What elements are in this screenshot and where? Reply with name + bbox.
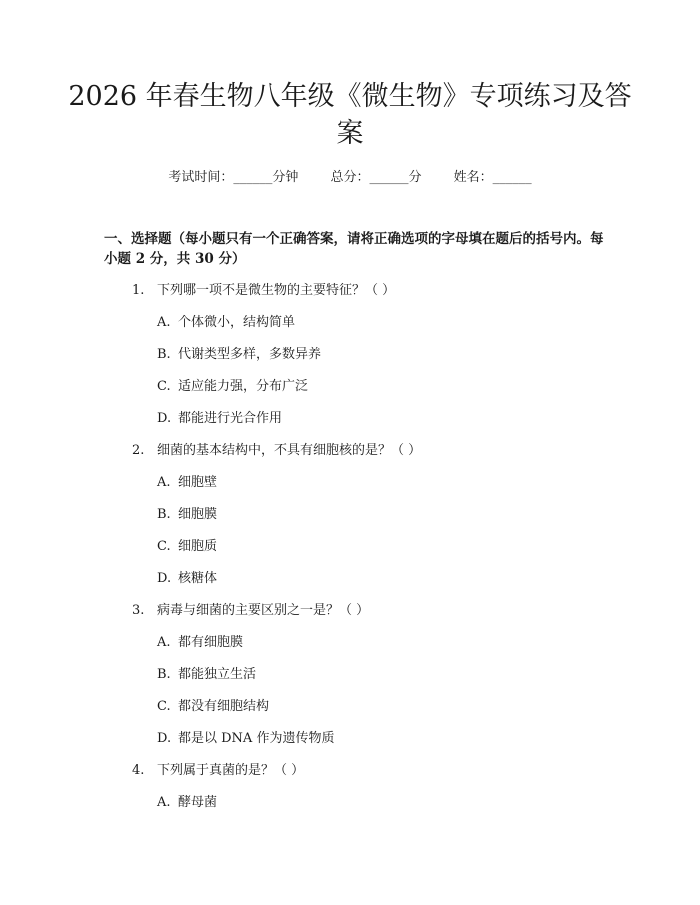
option-text: 酵母菌	[178, 795, 218, 810]
option-letter: C.	[157, 539, 171, 554]
option-text: 都能独立生活	[178, 667, 257, 682]
option-letter: D.	[157, 411, 172, 426]
question-text: 下列哪一项不是微生物的主要特征？（ ）	[157, 283, 396, 298]
option-text: 都有细胞膜	[178, 635, 244, 650]
question-text: 细菌的基本结构中，不具有细胞核的是？（ ）	[157, 443, 422, 458]
option-text: 细胞膜	[178, 507, 218, 522]
option-letter: B.	[157, 507, 171, 522]
question-number: 1.	[132, 283, 145, 298]
option-letter: A.	[157, 795, 171, 810]
question-text: 病毒与细菌的主要区别之一是？（ ）	[157, 603, 370, 618]
option-letter: A.	[157, 635, 171, 650]
question-number: 4.	[132, 763, 145, 778]
option-letter: D.	[157, 571, 172, 586]
student-name-field: 姓名：______	[453, 170, 532, 185]
option-text: 都没有细胞结构	[178, 699, 270, 714]
section-heading-multiple-choice: 一、选择题（每小题只有一个正确答案，请将正确选项的字母填在题后的括号内。每小题 2 分，共 30 分）	[104, 231, 604, 267]
page-title: 2026 年春生物八年级《微生物》专项练习及答案	[68, 81, 632, 149]
question-text: 下列属于真菌的是？（ ）	[157, 763, 305, 778]
total-score-field: 总分：______分	[330, 170, 422, 185]
option-letter: A.	[157, 315, 171, 330]
question-number: 3.	[132, 603, 145, 618]
exam-time-field: 考试时间：______分钟	[168, 170, 299, 185]
option-text: 都能进行光合作用	[178, 411, 283, 426]
option-text: 适应能力强，分布广泛	[178, 379, 309, 394]
option-text: 都是以 DNA 作为遗传物质	[178, 731, 335, 746]
option-letter: B.	[157, 667, 171, 682]
option-letter: A.	[157, 475, 171, 490]
option-letter: C.	[157, 699, 171, 714]
option-text: 细胞壁	[178, 475, 218, 490]
option-text: 核糖体	[178, 571, 218, 586]
option-text: 代谢类型多样，多数异养	[178, 347, 322, 362]
option-letter: C.	[157, 379, 171, 394]
option-letter: D.	[157, 731, 172, 746]
question-number: 2.	[132, 443, 145, 458]
option-letter: B.	[157, 347, 171, 362]
option-text: 细胞质	[178, 539, 218, 554]
option-text: 个体微小，结构简单	[178, 315, 296, 330]
